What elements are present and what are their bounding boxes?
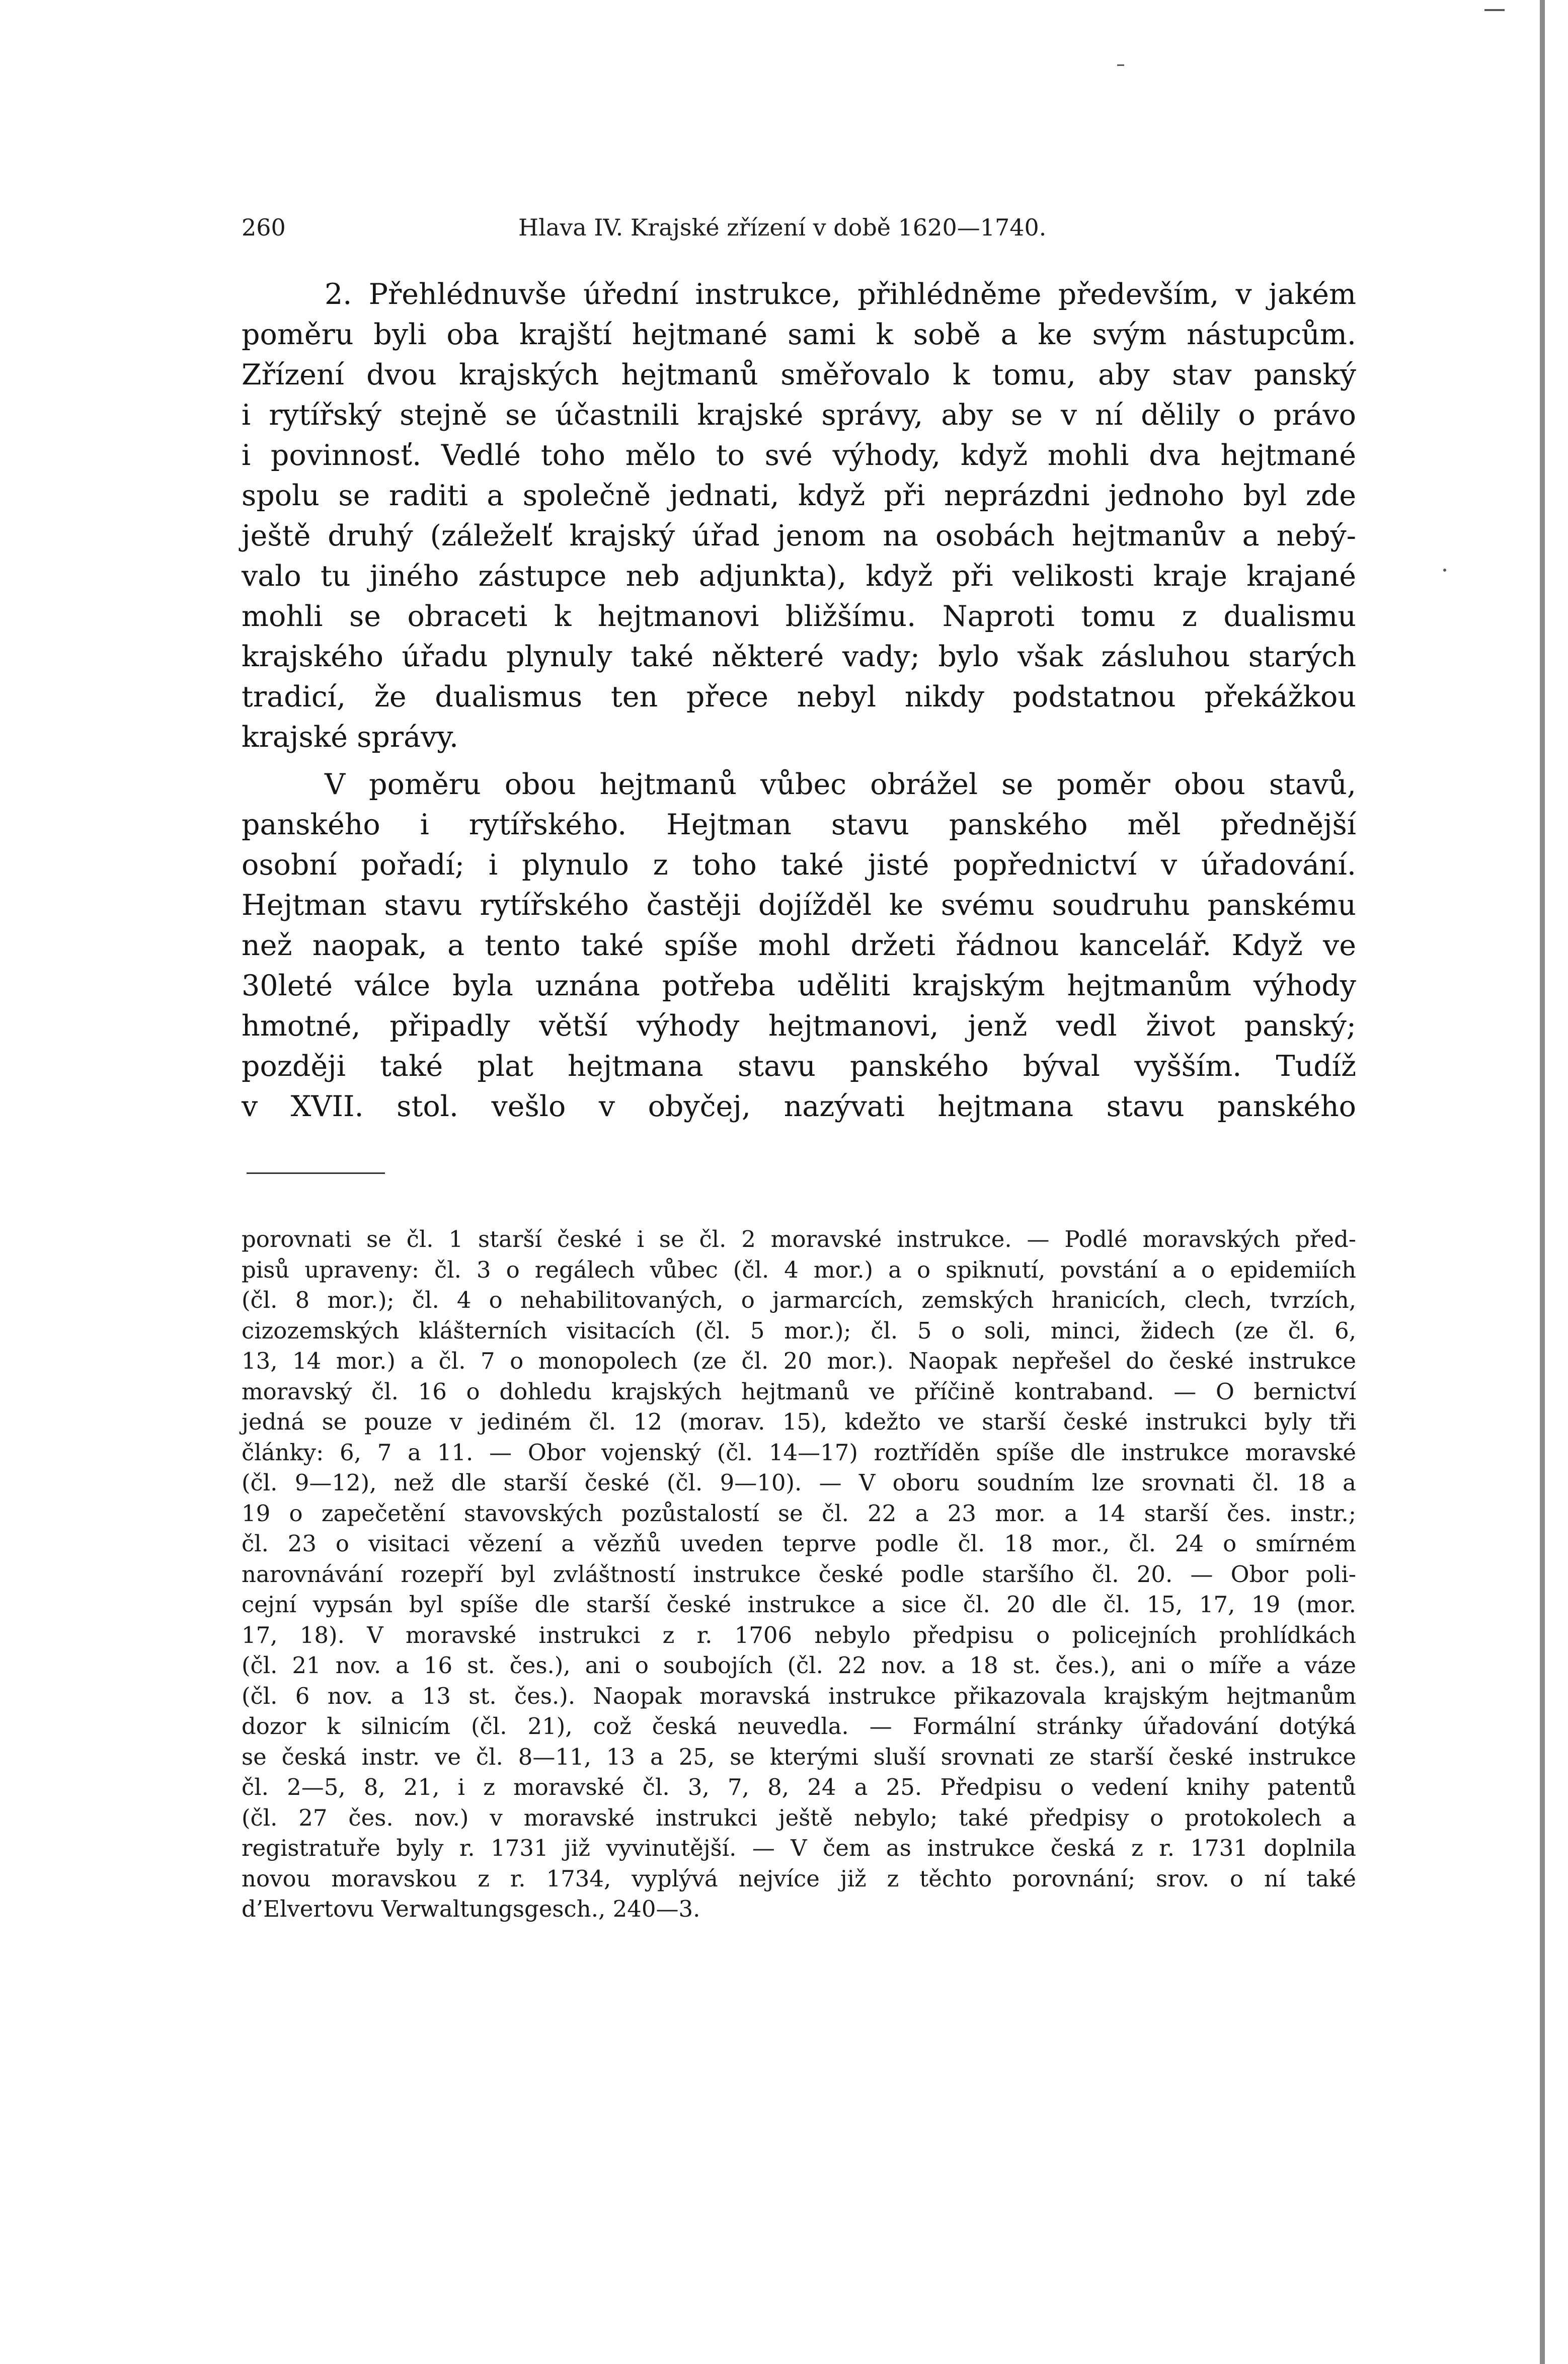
footnote-line: čl. 2—5, 8, 21, i z moravské čl. 3, 7, 8, 24 a 25. Předpisu o vedení knihy patentů xyxy=(242,1774,1356,1800)
text-line: Zřízení dvou krajských hejtmanů směřovalo k tomu, aby stav panský xyxy=(242,358,1356,391)
text-line: spolu se raditi a společně jednati, když při neprázdni jednoho byl zde xyxy=(242,479,1356,512)
footnote-line: (čl. 21 nov. a 16 st. čes.), ani o soubojích (čl. 22 nov. a 18 st. čes.), ani o míře a váze xyxy=(242,1652,1356,1679)
footnote-line: moravský čl. 16 o dohledu krajských hejtmanů ve příčině kontraband. — O bernictví xyxy=(242,1378,1356,1405)
text-line: i povinnosť. Vedlé toho mělo to své výhody, když mohli dva hejtmané xyxy=(242,439,1356,472)
running-head: Hlava IV. Krajské zřízení v době 1620—1740. xyxy=(518,214,1047,241)
footnote-line: (čl. 9—12), než dle starší české (čl. 9—10). — V oboru soudním lze srovnati čl. 18 a xyxy=(242,1469,1356,1496)
text-line: krajského úřadu plynuly také některé vady; bylo však zásluhou starých xyxy=(242,640,1356,673)
footnote-line: 19 o zapečetění stavovských pozůstalostí se čl. 22 a 23 mor. a 14 starší čes. instr.; xyxy=(242,1500,1356,1527)
text-line: panského i rytířského. Hejtman stavu panského měl přednější xyxy=(242,808,1356,841)
footnote-line: čl. 23 o visitaci vězení a vězňů uveden teprve podle čl. 18 mor., čl. 24 o smírném xyxy=(242,1530,1356,1557)
text-line: valo tu jiného zástupce neb adjunkta), když při velikosti kraje krajané xyxy=(242,560,1356,593)
text-line: mohli se obraceti k hejtmanovi bližšímu. Naproti tomu z dualismu xyxy=(242,600,1356,633)
footnote-line: cizozemských klášterních visitacích (čl. 5 mor.); čl. 5 o soli, minci, židech (ze čl. 6, xyxy=(242,1317,1356,1344)
footnote-line: (čl. 27 čes. nov.) v moravské instrukci ještě nebylo; také předpisy o protokolech a xyxy=(242,1804,1356,1831)
text-line: V poměru obou hejtmanů vůbec obrážel se poměr obou stavů, xyxy=(325,768,1356,801)
text-line: později také plat hejtmana stavu panského býval vyšším. Tudíž xyxy=(242,1050,1356,1083)
footnote-line: dozor k silnicím (čl. 21), což česká neuvedla. — Formální stránky úřadování dotýká xyxy=(242,1713,1356,1740)
footnote-line: jedná se pouze v jediném čl. 12 (morav. 15), kdežto ve starší české instrukci byly tři xyxy=(242,1408,1356,1435)
footnote-line: 13, 14 mor.) a čl. 7 o monopolech (ze čl. 20 mor.). Naopak nepřešel do české instrukce xyxy=(242,1348,1356,1374)
scan-speck xyxy=(1484,9,1505,11)
footnote-line: články: 6, 7 a 11. — Obor vojenský (čl. 14—17) roztříděn spíše dle instrukce moravské xyxy=(242,1439,1356,1466)
footnote-line: novou moravskou z r. 1734, vyplývá nejvíce již z těchto porovnání; srov. o ní také xyxy=(242,1865,1356,1892)
text-line: poměru byli oba krajští hejtmané sami k sobě a ke svým nástupcům. xyxy=(242,318,1356,351)
footnote xyxy=(242,1224,1356,1925)
footnote-line: porovnati se čl. 1 starší české i se čl. 2 moravské instrukce. — Podlé moravských před- xyxy=(242,1226,1356,1252)
footnote-line: registratuře byly r. 1731 již vyvinutější. — V čem as instrukce česká z r. 1731 doplnila xyxy=(242,1835,1356,1861)
page-number: 260 xyxy=(242,214,286,241)
text-line: osobní pořadí; i plynulo z toho také jisté popřednictví v úřadování. xyxy=(242,848,1356,882)
footnote-line: (čl. 6 nov. a 13 st. čes.). Naopak moravská instrukce přikazovala krajským hejtmanům xyxy=(242,1682,1356,1709)
text-line: v XVII. stol. vešlo v obyčej, nazývati hejtmana stavu panského xyxy=(242,1090,1356,1123)
footnote-line: (čl. 8 mor.); čl. 4 o nehabilitovaných, o jarmarcích, zemských hranicích, clech, tvrzích, xyxy=(242,1287,1356,1313)
text-line: krajské správy. xyxy=(242,721,459,754)
text-line: tradicí, že dualismus ten přece nebyl nikdy podstatnou překážkou xyxy=(242,680,1356,714)
footnote-line: cejní vypsán byl spíše dle starší české instrukce a sice čl. 20 dle čl. 15, 17, 19 (mor. xyxy=(242,1591,1356,1618)
footnote-line: narovnávání rozepří byl zvláštností instrukce české podle staršího čl. 20. — Obor poli- xyxy=(242,1560,1356,1588)
paragraph-1 xyxy=(242,274,1356,757)
footnote-line: se česká instr. ve čl. 8—11, 13 a 25, se kterými sluší srovnati ze starší české instrukce xyxy=(242,1743,1356,1770)
footnote-divider xyxy=(247,1172,385,1174)
text-line: než naopak, a tento také spíše mohl držeti řádnou kancelář. Když ve xyxy=(242,929,1356,962)
text-line: Hejtman stavu rytířského častěji dojížděl ke svému soudruhu panskému xyxy=(242,889,1356,922)
text-line: 30leté válce byla uznána potřeba uděliti krajským hejtmanům výhody xyxy=(242,969,1356,1002)
footnote-line: d’Elvertovu Verwaltungsgesch., 240—3. xyxy=(242,1896,700,1922)
scan-speck xyxy=(1443,569,1446,572)
text-line: hmotné, připadly větší výhody hejtmanovi, jenž vedl život panský; xyxy=(242,1009,1356,1043)
text-line: 2. Přehlédnuvše úřední instrukce, přihlédněme především, v jakém xyxy=(325,278,1356,311)
text-line: i rytířský stejně se účastnili krajské správy, aby se v ní dělily o právo xyxy=(242,399,1356,432)
footnote-line: 17, 18). V moravské instrukci z r. 1706 nebylo předpisu o policejních prohlídkách xyxy=(242,1621,1356,1648)
main-text xyxy=(242,274,1356,1127)
paragraph-2 xyxy=(242,764,1356,1127)
scan-speck xyxy=(1117,64,1124,66)
footnote-line: pisů upraveny: čl. 3 o regálech vůbec (čl. 4 mor.) a o spiknutí, povstání a o epidemiích xyxy=(242,1256,1356,1283)
text-line: ještě druhý (záleželť krajský úřad jenom na osobách hejtmanův a nebý- xyxy=(242,519,1356,553)
